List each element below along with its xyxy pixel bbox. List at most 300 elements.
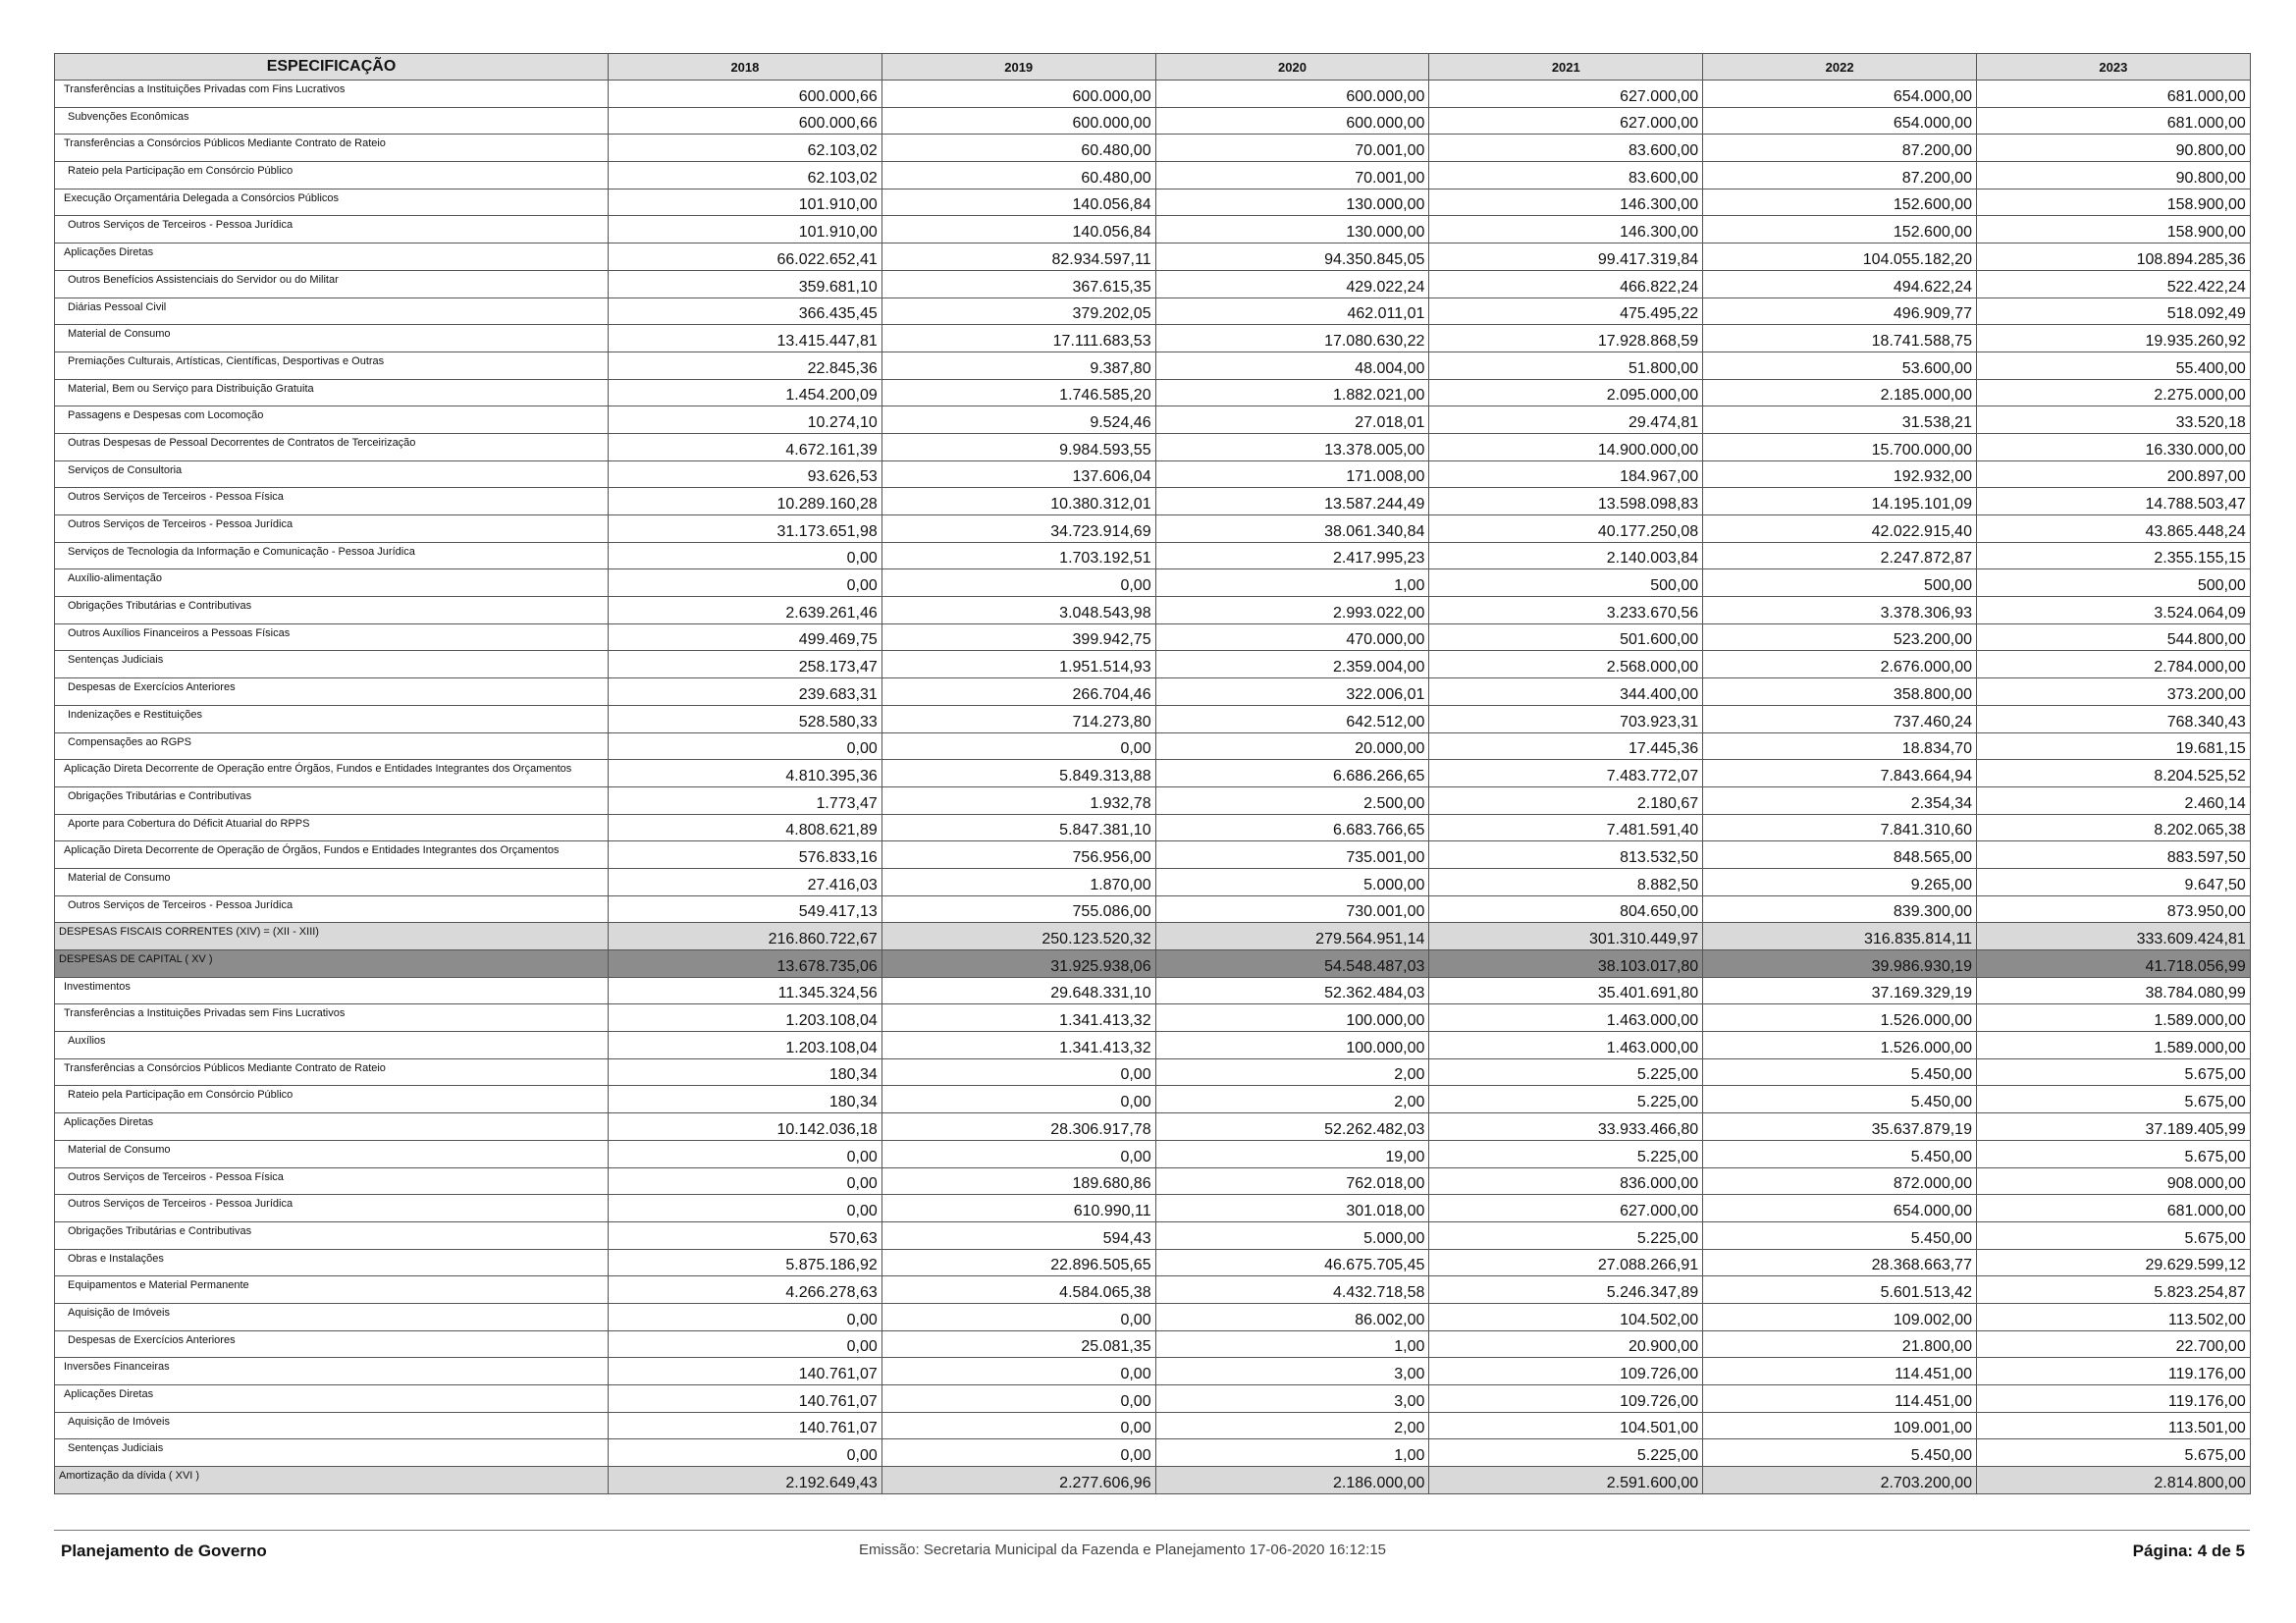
- value-cell-2023: 14.788.503,47: [1976, 488, 2250, 515]
- table-row: [55, 1439, 2251, 1467]
- value-cell-2020: 94.350.845,05: [1155, 243, 1429, 271]
- value-cell-2022: 500,00: [1703, 569, 1977, 597]
- row-label: Aplicações Diretas: [55, 243, 609, 271]
- row-label: Obras e Instalações: [55, 1249, 609, 1276]
- value-cell-2019: 1.341.413,32: [881, 1032, 1155, 1059]
- table-row: [55, 1249, 2251, 1276]
- row-label: Outros Serviços de Terceiros - Pessoa Jurídica: [55, 515, 609, 543]
- value-cell-2023: 518.092,49: [1976, 298, 2250, 325]
- value-cell-2018: 239.683,31: [609, 678, 882, 706]
- table-row: [55, 786, 2251, 814]
- value-cell-2020: 279.564.951,14: [1155, 923, 1429, 950]
- table-row: [55, 1032, 2251, 1059]
- value-cell-2019: 9.524,46: [881, 406, 1155, 434]
- row-label: Aplicações Diretas: [55, 1113, 609, 1141]
- row-label: Obrigações Tributárias e Contributivas: [55, 786, 609, 814]
- table-row: [55, 1221, 2251, 1249]
- budget-table: [54, 53, 2251, 1494]
- value-cell-2020: 301.018,00: [1155, 1195, 1429, 1222]
- value-cell-2022: 87.200,00: [1703, 162, 1977, 189]
- value-cell-2018: 0,00: [609, 1140, 882, 1167]
- row-label: Investimentos: [55, 977, 609, 1004]
- value-cell-2018: 0,00: [609, 732, 882, 760]
- value-cell-2020: 27.018,01: [1155, 406, 1429, 434]
- value-cell-2021: 2.591.600,00: [1429, 1467, 1703, 1494]
- value-cell-2019: 1.341.413,32: [881, 1004, 1155, 1032]
- value-cell-2021: 301.310.449,97: [1429, 923, 1703, 950]
- value-cell-2021: 146.300,00: [1429, 216, 1703, 243]
- value-cell-2020: 48.004,00: [1155, 352, 1429, 379]
- value-cell-2021: 2.095.000,00: [1429, 379, 1703, 406]
- value-cell-2022: 9.265,00: [1703, 868, 1977, 895]
- value-cell-2022: 654.000,00: [1703, 107, 1977, 135]
- value-cell-2022: 494.622,24: [1703, 270, 1977, 298]
- table-row: [55, 1276, 2251, 1304]
- value-cell-2022: 2.354,34: [1703, 786, 1977, 814]
- value-cell-2018: 4.266.278,63: [609, 1276, 882, 1304]
- value-cell-2020: 171.008,00: [1155, 460, 1429, 488]
- value-cell-2021: 104.501,00: [1429, 1412, 1703, 1439]
- value-cell-2020: 6.683.766,65: [1155, 814, 1429, 841]
- value-cell-2021: 2.140.003,84: [1429, 542, 1703, 569]
- value-cell-2018: 359.681,10: [609, 270, 882, 298]
- header-year-2020: 2020: [1155, 54, 1429, 81]
- value-cell-2019: 140.056,84: [881, 216, 1155, 243]
- value-cell-2023: 768.340,43: [1976, 705, 2250, 732]
- value-cell-2021: 20.900,00: [1429, 1330, 1703, 1358]
- value-cell-2019: 1.870,00: [881, 868, 1155, 895]
- value-cell-2020: 2.359.004,00: [1155, 651, 1429, 678]
- row-label: Serviços de Consultoria: [55, 460, 609, 488]
- value-cell-2019: 0,00: [881, 1412, 1155, 1439]
- value-cell-2018: 528.580,33: [609, 705, 882, 732]
- row-label: DESPESAS DE CAPITAL ( XV ): [55, 950, 609, 978]
- row-label: Sentenças Judiciais: [55, 1439, 609, 1467]
- value-cell-2020: 13.587.244,49: [1155, 488, 1429, 515]
- row-label: Transferências a Instituições Privadas com Fins Lucrativos: [55, 81, 609, 108]
- value-cell-2021: 1.463.000,00: [1429, 1004, 1703, 1032]
- table-row: [55, 977, 2251, 1004]
- value-cell-2022: 5.450,00: [1703, 1221, 1977, 1249]
- value-cell-2018: 0,00: [609, 1303, 882, 1330]
- table-row: [55, 107, 2251, 135]
- value-cell-2018: 499.469,75: [609, 623, 882, 651]
- value-cell-2021: 500,00: [1429, 569, 1703, 597]
- table-row: [55, 732, 2251, 760]
- value-cell-2023: 113.501,00: [1976, 1412, 2250, 1439]
- table-row: [55, 406, 2251, 434]
- value-cell-2018: 0,00: [609, 1195, 882, 1222]
- value-cell-2020: 6.686.266,65: [1155, 760, 1429, 787]
- value-cell-2018: 180,34: [609, 1086, 882, 1113]
- table-row: [55, 1058, 2251, 1086]
- table-row: [55, 162, 2251, 189]
- value-cell-2022: 114.451,00: [1703, 1358, 1977, 1385]
- table-row: [55, 1358, 2251, 1385]
- header-year-2019: 2019: [881, 54, 1155, 81]
- row-label: Sentenças Judiciais: [55, 651, 609, 678]
- value-cell-2019: 379.202,05: [881, 298, 1155, 325]
- value-cell-2020: 2.186.000,00: [1155, 1467, 1429, 1494]
- row-label: Amortização da dívida ( XVI ): [55, 1467, 609, 1494]
- value-cell-2022: 109.002,00: [1703, 1303, 1977, 1330]
- value-cell-2021: 14.900.000,00: [1429, 433, 1703, 460]
- value-cell-2021: 344.400,00: [1429, 678, 1703, 706]
- value-cell-2022: 42.022.915,40: [1703, 515, 1977, 543]
- footer-report-title: Planejamento de Governo: [61, 1542, 267, 1560]
- value-cell-2018: 549.417,13: [609, 895, 882, 923]
- value-cell-2020: 600.000,00: [1155, 81, 1429, 108]
- row-label: Material de Consumo: [55, 1140, 609, 1167]
- value-cell-2019: 189.680,86: [881, 1167, 1155, 1195]
- value-cell-2019: 9.984.593,55: [881, 433, 1155, 460]
- value-cell-2018: 1.203.108,04: [609, 1004, 882, 1032]
- value-cell-2020: 20.000,00: [1155, 732, 1429, 760]
- value-cell-2023: 41.718.056,99: [1976, 950, 2250, 978]
- value-cell-2019: 60.480,00: [881, 162, 1155, 189]
- value-cell-2020: 1.882.021,00: [1155, 379, 1429, 406]
- value-cell-2021: 2.180,67: [1429, 786, 1703, 814]
- row-label: Compensações ao RGPS: [55, 732, 609, 760]
- value-cell-2018: 101.910,00: [609, 216, 882, 243]
- value-cell-2023: 333.609.424,81: [1976, 923, 2250, 950]
- value-cell-2021: 627.000,00: [1429, 107, 1703, 135]
- value-cell-2023: 158.900,00: [1976, 189, 2250, 216]
- header-year-2023: 2023: [1976, 54, 2250, 81]
- value-cell-2020: 54.548.487,03: [1155, 950, 1429, 978]
- value-cell-2022: 15.700.000,00: [1703, 433, 1977, 460]
- table-row: [55, 814, 2251, 841]
- table-row: [55, 868, 2251, 895]
- value-cell-2022: 737.460,24: [1703, 705, 1977, 732]
- row-label: Equipamentos e Material Permanente: [55, 1276, 609, 1304]
- table-row: [55, 515, 2251, 543]
- table-row: [55, 623, 2251, 651]
- value-cell-2021: 5.225,00: [1429, 1058, 1703, 1086]
- value-cell-2020: 100.000,00: [1155, 1004, 1429, 1032]
- value-cell-2018: 180,34: [609, 1058, 882, 1086]
- value-cell-2022: 5.601.513,42: [1703, 1276, 1977, 1304]
- value-cell-2021: 109.726,00: [1429, 1385, 1703, 1413]
- value-cell-2021: 7.483.772,07: [1429, 760, 1703, 787]
- value-cell-2020: 642.512,00: [1155, 705, 1429, 732]
- value-cell-2019: 0,00: [881, 1439, 1155, 1467]
- value-cell-2021: 184.967,00: [1429, 460, 1703, 488]
- value-cell-2020: 322.006,01: [1155, 678, 1429, 706]
- value-cell-2023: 9.647,50: [1976, 868, 2250, 895]
- value-cell-2020: 470.000,00: [1155, 623, 1429, 651]
- value-cell-2018: 1.454.200,09: [609, 379, 882, 406]
- table-row: [55, 705, 2251, 732]
- value-cell-2021: 38.103.017,80: [1429, 950, 1703, 978]
- value-cell-2023: 5.823.254,87: [1976, 1276, 2250, 1304]
- value-cell-2019: 0,00: [881, 1058, 1155, 1086]
- value-cell-2021: 3.233.670,56: [1429, 597, 1703, 624]
- value-cell-2023: 681.000,00: [1976, 81, 2250, 108]
- value-cell-2018: 62.103,02: [609, 162, 882, 189]
- value-cell-2021: 1.463.000,00: [1429, 1032, 1703, 1059]
- value-cell-2021: 627.000,00: [1429, 81, 1703, 108]
- row-label: DESPESAS FISCAIS CORRENTES (XIV) = (XII - XIII): [55, 923, 609, 950]
- value-cell-2022: 2.185.000,00: [1703, 379, 1977, 406]
- value-cell-2019: 82.934.597,11: [881, 243, 1155, 271]
- value-cell-2020: 46.675.705,45: [1155, 1249, 1429, 1276]
- value-cell-2018: 62.103,02: [609, 135, 882, 162]
- value-cell-2022: 523.200,00: [1703, 623, 1977, 651]
- value-cell-2023: 55.400,00: [1976, 352, 2250, 379]
- value-cell-2022: 848.565,00: [1703, 841, 1977, 869]
- value-cell-2022: 5.450,00: [1703, 1140, 1977, 1167]
- value-cell-2019: 10.380.312,01: [881, 488, 1155, 515]
- value-cell-2019: 28.306.917,78: [881, 1113, 1155, 1141]
- value-cell-2021: 703.923,31: [1429, 705, 1703, 732]
- value-cell-2020: 52.262.482,03: [1155, 1113, 1429, 1141]
- value-cell-2023: 90.800,00: [1976, 135, 2250, 162]
- value-cell-2019: 600.000,00: [881, 81, 1155, 108]
- value-cell-2022: 5.450,00: [1703, 1086, 1977, 1113]
- value-cell-2018: 10.274,10: [609, 406, 882, 434]
- value-cell-2018: 1.773,47: [609, 786, 882, 814]
- value-cell-2018: 0,00: [609, 569, 882, 597]
- row-label: Despesas de Exercícios Anteriores: [55, 1330, 609, 1358]
- value-cell-2022: 5.450,00: [1703, 1439, 1977, 1467]
- row-label: Aporte para Cobertura do Déficit Atuarial do RPPS: [55, 814, 609, 841]
- value-cell-2021: 836.000,00: [1429, 1167, 1703, 1195]
- value-cell-2021: 501.600,00: [1429, 623, 1703, 651]
- value-cell-2023: 108.894.285,36: [1976, 243, 2250, 271]
- value-cell-2019: 22.896.505,65: [881, 1249, 1155, 1276]
- value-cell-2018: 2.639.261,46: [609, 597, 882, 624]
- value-cell-2019: 1.951.514,93: [881, 651, 1155, 678]
- value-cell-2021: 627.000,00: [1429, 1195, 1703, 1222]
- row-label: Material de Consumo: [55, 325, 609, 352]
- table-section-row: [55, 950, 2251, 978]
- table-row: [55, 1004, 2251, 1032]
- table-row: [55, 1140, 2251, 1167]
- value-cell-2021: 33.933.466,80: [1429, 1113, 1703, 1141]
- row-label: Transferências a Consórcios Públicos Mediante Contrato de Rateio: [55, 1058, 609, 1086]
- value-cell-2019: 756.956,00: [881, 841, 1155, 869]
- row-label: Outros Serviços de Terceiros - Pessoa Jurídica: [55, 1195, 609, 1222]
- value-cell-2018: 101.910,00: [609, 189, 882, 216]
- row-label: Auxílios: [55, 1032, 609, 1059]
- value-cell-2021: 804.650,00: [1429, 895, 1703, 923]
- value-cell-2023: 5.675,00: [1976, 1086, 2250, 1113]
- value-cell-2018: 4.808.621,89: [609, 814, 882, 841]
- value-cell-2020: 3,00: [1155, 1358, 1429, 1385]
- table-row: [55, 760, 2251, 787]
- row-label: Aplicação Direta Decorrente de Operação de Órgãos, Fundos e Entidades Integrantes dos Orçamentos: [55, 841, 609, 869]
- row-label: Transferências a Instituições Privadas sem Fins Lucrativos: [55, 1004, 609, 1032]
- value-cell-2021: 17.928.868,59: [1429, 325, 1703, 352]
- value-cell-2022: 28.368.663,77: [1703, 1249, 1977, 1276]
- table-row: [55, 243, 2251, 271]
- value-cell-2019: 1.746.585,20: [881, 379, 1155, 406]
- value-cell-2023: 19.681,15: [1976, 732, 2250, 760]
- value-cell-2019: 137.606,04: [881, 460, 1155, 488]
- value-cell-2023: 43.865.448,24: [1976, 515, 2250, 543]
- table-row: [55, 569, 2251, 597]
- value-cell-2020: 5.000,00: [1155, 1221, 1429, 1249]
- value-cell-2020: 735.001,00: [1155, 841, 1429, 869]
- value-cell-2021: 109.726,00: [1429, 1358, 1703, 1385]
- table-row: [55, 135, 2251, 162]
- value-cell-2019: 367.615,35: [881, 270, 1155, 298]
- row-label: Diárias Pessoal Civil: [55, 298, 609, 325]
- value-cell-2021: 35.401.691,80: [1429, 977, 1703, 1004]
- table-row: [55, 81, 2251, 108]
- row-label: Aplicações Diretas: [55, 1385, 609, 1413]
- value-cell-2023: 158.900,00: [1976, 216, 2250, 243]
- value-cell-2023: 373.200,00: [1976, 678, 2250, 706]
- row-label: Passagens e Despesas com Locomoção: [55, 406, 609, 434]
- value-cell-2019: 0,00: [881, 1086, 1155, 1113]
- value-cell-2020: 429.022,24: [1155, 270, 1429, 298]
- row-label: Aplicação Direta Decorrente de Operação entre Órgãos, Fundos e Entidades Integrantes dos Orçamentos: [55, 760, 609, 787]
- value-cell-2022: 18.741.588,75: [1703, 325, 1977, 352]
- value-cell-2021: 83.600,00: [1429, 135, 1703, 162]
- value-cell-2023: 22.700,00: [1976, 1330, 2250, 1358]
- value-cell-2022: 654.000,00: [1703, 81, 1977, 108]
- row-label: Aquisição de Imóveis: [55, 1412, 609, 1439]
- value-cell-2023: 200.897,00: [1976, 460, 2250, 488]
- value-cell-2021: 5.225,00: [1429, 1140, 1703, 1167]
- value-cell-2020: 52.362.484,03: [1155, 977, 1429, 1004]
- row-label: Rateio pela Participação em Consórcio Público: [55, 162, 609, 189]
- value-cell-2022: 14.195.101,09: [1703, 488, 1977, 515]
- value-cell-2023: 119.176,00: [1976, 1385, 2250, 1413]
- value-cell-2020: 600.000,00: [1155, 107, 1429, 135]
- value-cell-2020: 100.000,00: [1155, 1032, 1429, 1059]
- value-cell-2018: 600.000,66: [609, 107, 882, 135]
- table-row: [55, 651, 2251, 678]
- value-cell-2021: 104.502,00: [1429, 1303, 1703, 1330]
- value-cell-2021: 5.225,00: [1429, 1221, 1703, 1249]
- value-cell-2019: 140.056,84: [881, 189, 1155, 216]
- value-cell-2022: 2.247.872,87: [1703, 542, 1977, 569]
- value-cell-2019: 1.703.192,51: [881, 542, 1155, 569]
- value-cell-2019: 1.932,78: [881, 786, 1155, 814]
- value-cell-2023: 500,00: [1976, 569, 2250, 597]
- value-cell-2018: 0,00: [609, 1439, 882, 1467]
- value-cell-2018: 140.761,07: [609, 1385, 882, 1413]
- table-row: [55, 1303, 2251, 1330]
- value-cell-2022: 654.000,00: [1703, 1195, 1977, 1222]
- value-cell-2022: 839.300,00: [1703, 895, 1977, 923]
- value-cell-2021: 2.568.000,00: [1429, 651, 1703, 678]
- value-cell-2021: 813.532,50: [1429, 841, 1703, 869]
- value-cell-2018: 1.203.108,04: [609, 1032, 882, 1059]
- value-cell-2020: 2.417.995,23: [1155, 542, 1429, 569]
- value-cell-2018: 0,00: [609, 1330, 882, 1358]
- row-label: Outros Serviços de Terceiros - Pessoa Física: [55, 488, 609, 515]
- row-label: Aquisição de Imóveis: [55, 1303, 609, 1330]
- value-cell-2021: 29.474,81: [1429, 406, 1703, 434]
- row-label: Auxílio-alimentação: [55, 569, 609, 597]
- value-cell-2021: 40.177.250,08: [1429, 515, 1703, 543]
- value-cell-2022: 358.800,00: [1703, 678, 1977, 706]
- value-cell-2018: 0,00: [609, 542, 882, 569]
- value-cell-2023: 681.000,00: [1976, 107, 2250, 135]
- value-cell-2020: 5.000,00: [1155, 868, 1429, 895]
- value-cell-2021: 27.088.266,91: [1429, 1249, 1703, 1276]
- value-cell-2022: 37.169.329,19: [1703, 977, 1977, 1004]
- value-cell-2018: 10.289.160,28: [609, 488, 882, 515]
- row-label: Material de Consumo: [55, 868, 609, 895]
- value-cell-2020: 130.000,00: [1155, 189, 1429, 216]
- value-cell-2023: 37.189.405,99: [1976, 1113, 2250, 1141]
- value-cell-2023: 681.000,00: [1976, 1195, 2250, 1222]
- row-label: Outros Serviços de Terceiros - Pessoa Jurídica: [55, 895, 609, 923]
- value-cell-2021: 99.417.319,84: [1429, 243, 1703, 271]
- header-year-2018: 2018: [609, 54, 882, 81]
- value-cell-2023: 5.675,00: [1976, 1058, 2250, 1086]
- value-cell-2023: 5.675,00: [1976, 1439, 2250, 1467]
- value-cell-2021: 5.225,00: [1429, 1439, 1703, 1467]
- value-cell-2020: 730.001,00: [1155, 895, 1429, 923]
- table-row: [55, 433, 2251, 460]
- value-cell-2021: 17.445,36: [1429, 732, 1703, 760]
- value-cell-2019: 0,00: [881, 1303, 1155, 1330]
- value-cell-2018: 576.833,16: [609, 841, 882, 869]
- row-label: Outros Benefícios Assistenciais do Servidor ou do Militar: [55, 270, 609, 298]
- value-cell-2022: 7.843.664,94: [1703, 760, 1977, 787]
- value-cell-2020: 38.061.340,84: [1155, 515, 1429, 543]
- value-cell-2019: 714.273,80: [881, 705, 1155, 732]
- value-cell-2023: 883.597,50: [1976, 841, 2250, 869]
- value-cell-2022: 5.450,00: [1703, 1058, 1977, 1086]
- value-cell-2023: 5.675,00: [1976, 1140, 2250, 1167]
- value-cell-2022: 18.834,70: [1703, 732, 1977, 760]
- row-label: Rateio pela Participação em Consórcio Público: [55, 1086, 609, 1113]
- value-cell-2023: 2.784.000,00: [1976, 651, 2250, 678]
- value-cell-2018: 10.142.036,18: [609, 1113, 882, 1141]
- value-cell-2019: 4.584.065,38: [881, 1276, 1155, 1304]
- value-cell-2023: 8.202.065,38: [1976, 814, 2250, 841]
- table-row: [55, 1086, 2251, 1113]
- value-cell-2020: 4.432.718,58: [1155, 1276, 1429, 1304]
- value-cell-2018: 66.022.652,41: [609, 243, 882, 271]
- value-cell-2021: 83.600,00: [1429, 162, 1703, 189]
- value-cell-2023: 33.520,18: [1976, 406, 2250, 434]
- footer-divider: [54, 1530, 2250, 1531]
- table-row: [55, 460, 2251, 488]
- table-row: [55, 841, 2251, 869]
- table-total-row: [55, 923, 2251, 950]
- value-cell-2019: 3.048.543,98: [881, 597, 1155, 624]
- value-cell-2022: 53.600,00: [1703, 352, 1977, 379]
- value-cell-2021: 466.822,24: [1429, 270, 1703, 298]
- row-label: Material, Bem ou Serviço para Distribuição Gratuita: [55, 379, 609, 406]
- value-cell-2018: 366.435,45: [609, 298, 882, 325]
- value-cell-2022: 104.055.182,20: [1703, 243, 1977, 271]
- value-cell-2023: 38.784.080,99: [1976, 977, 2250, 1004]
- value-cell-2020: 19,00: [1155, 1140, 1429, 1167]
- table-row: [55, 325, 2251, 352]
- table-row: [55, 298, 2251, 325]
- value-cell-2021: 7.481.591,40: [1429, 814, 1703, 841]
- value-cell-2023: 522.422,24: [1976, 270, 2250, 298]
- table-row: [55, 597, 2251, 624]
- value-cell-2018: 140.761,07: [609, 1412, 882, 1439]
- value-cell-2018: 216.860.722,67: [609, 923, 882, 950]
- value-cell-2019: 399.942,75: [881, 623, 1155, 651]
- value-cell-2022: 35.637.879,19: [1703, 1113, 1977, 1141]
- value-cell-2019: 5.847.381,10: [881, 814, 1155, 841]
- value-cell-2019: 17.111.683,53: [881, 325, 1155, 352]
- value-cell-2023: 908.000,00: [1976, 1167, 2250, 1195]
- value-cell-2019: 0,00: [881, 732, 1155, 760]
